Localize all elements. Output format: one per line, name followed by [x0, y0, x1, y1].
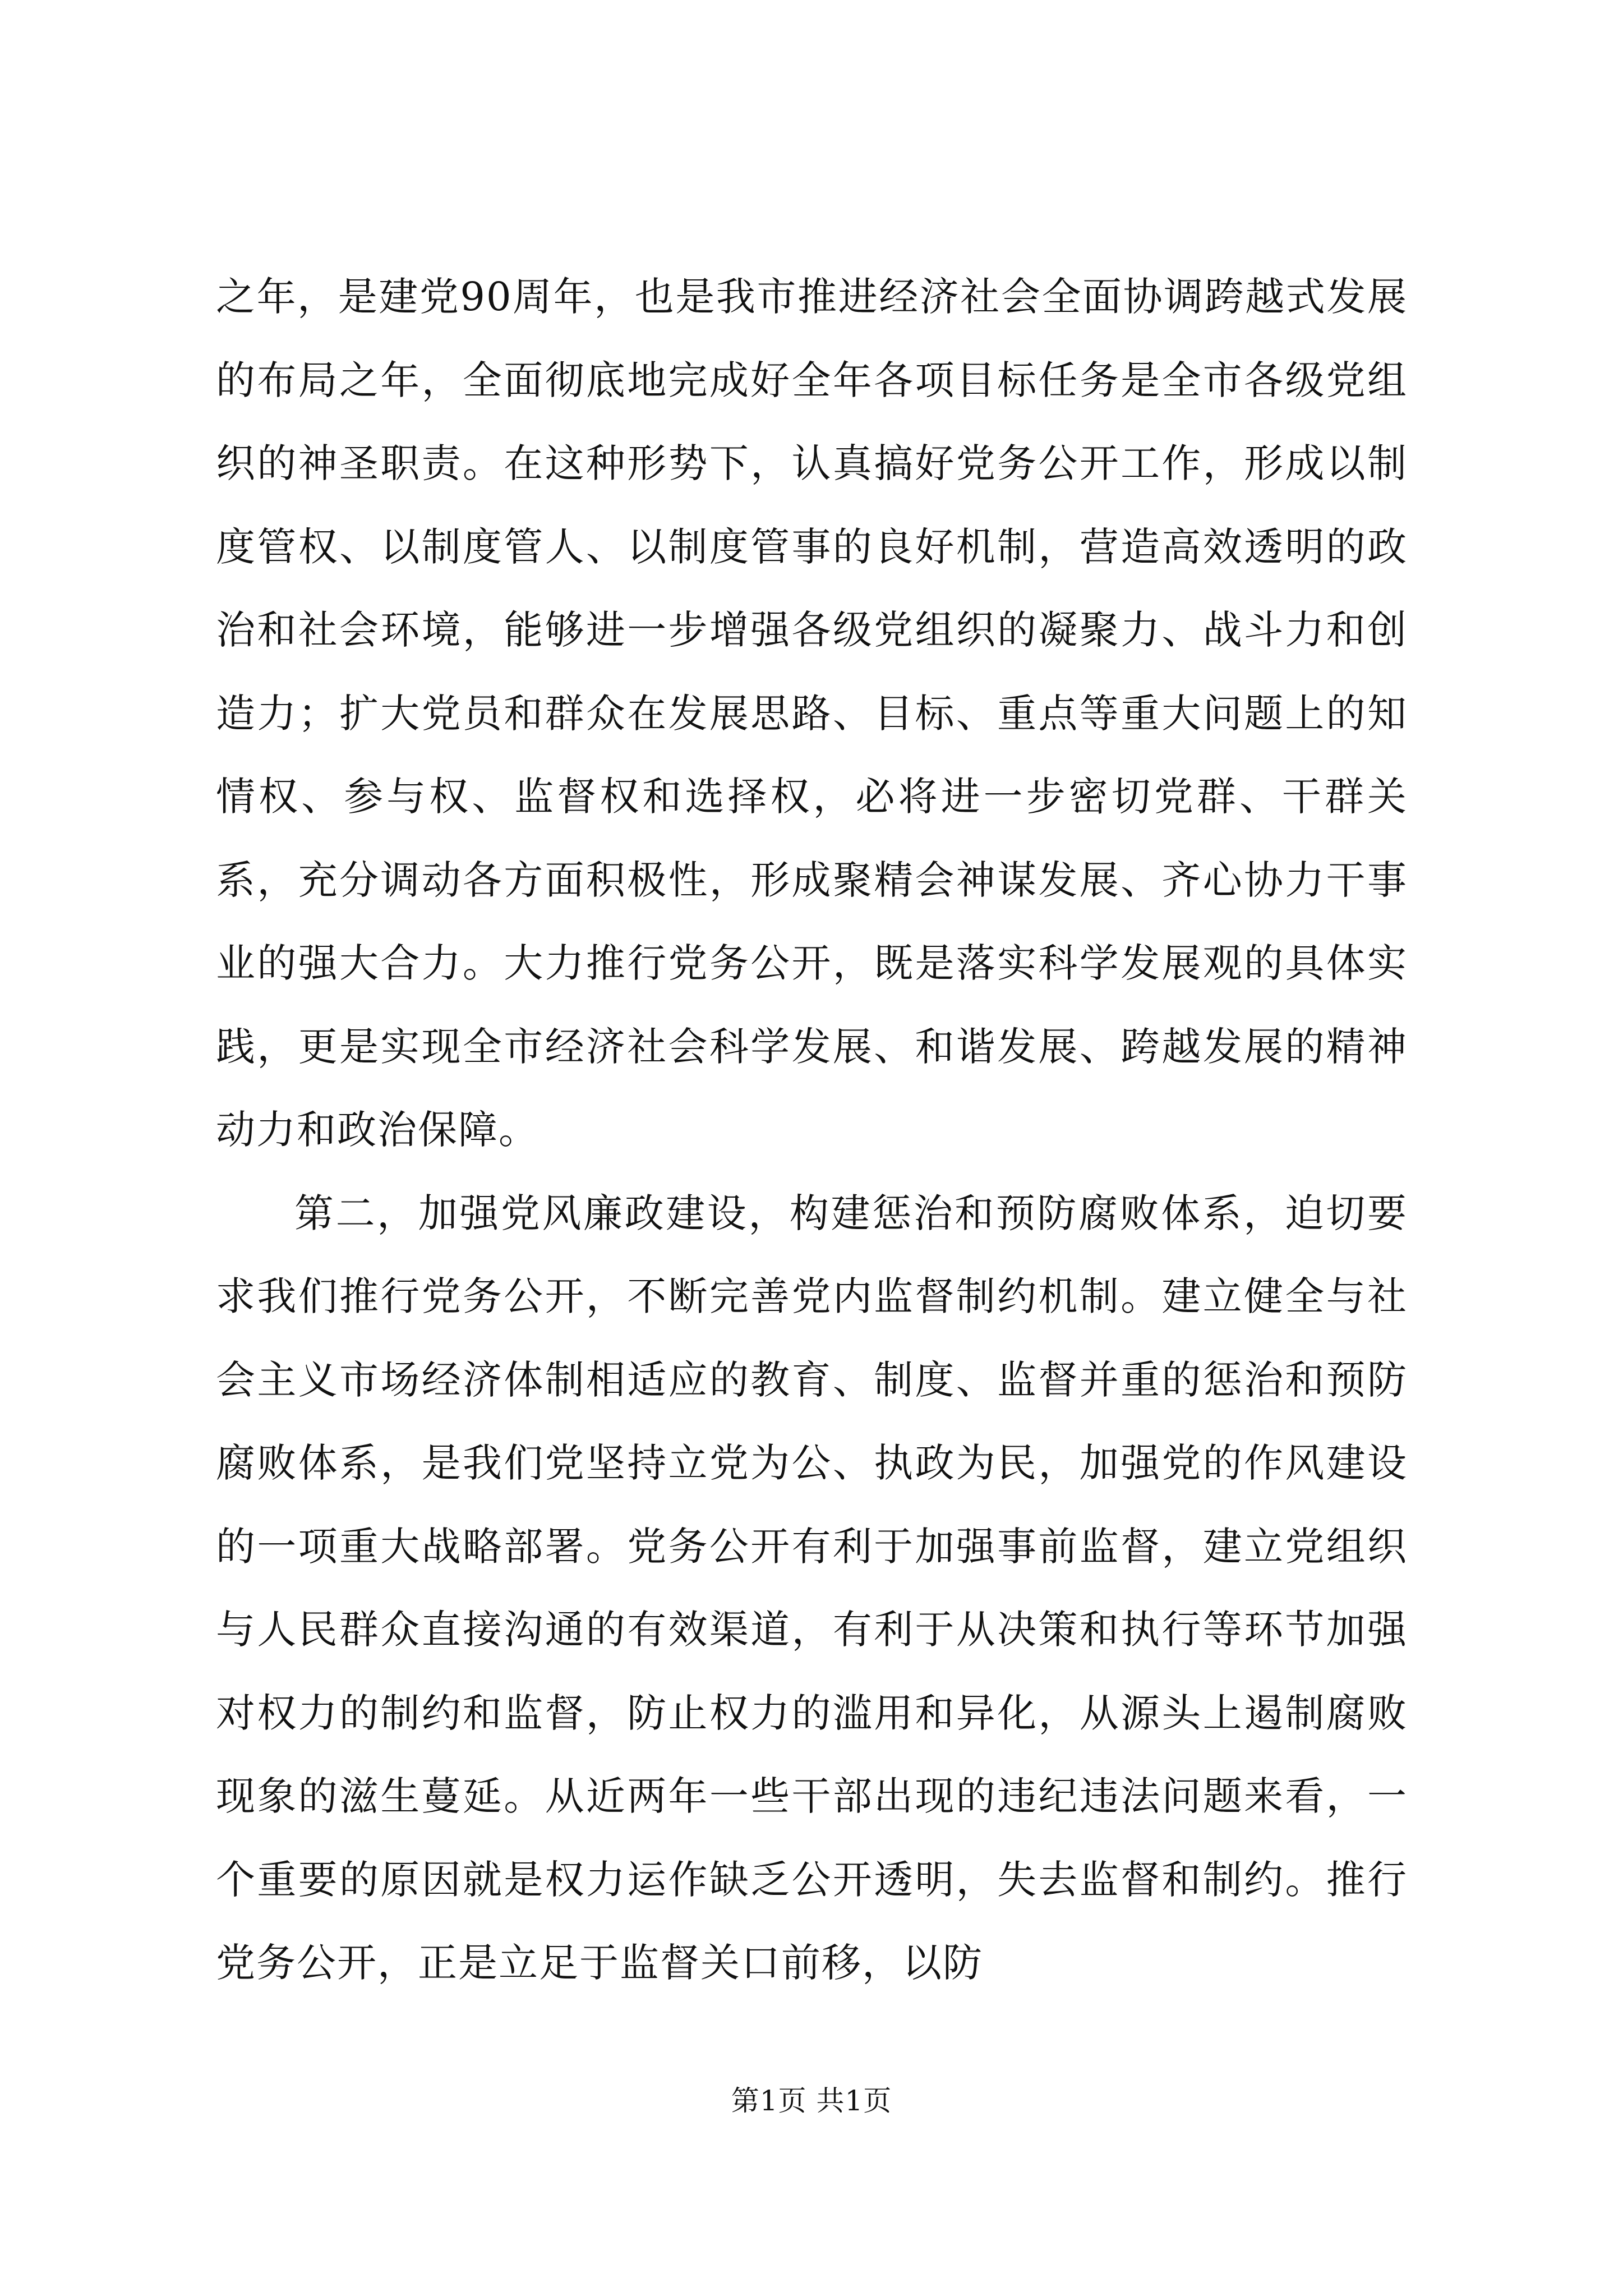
paragraph-1: 之年，是建党90周年，也是我市推进经济社会全面协调跨越式发展的布局之年，全面彻底地完成好全年各项目标任务是全市各级党组织的神圣职责。在这种形势下，认真搞好党务公开工作，形成以制度管权、以制度管人、以制度管事的良好机制，营造高效透明的政治和社会环境，能够进一步增强各级党组织的凝聚力、战斗力和创造力；扩大党员和群众在发展思路、目标、重点等重大问题上的知情权、参与权、监督权和选择权，必将进一步密切党群、干群关系，充分调动各方面积极性，形成聚精会神谋发展、齐心协力干事业的强大合力。大力推行党务公开，既是落实科学发展观的具体实践，更是实现全市经济社会科学发展、和谐发展、跨越发展的精神动力和政治保障。 [216, 274, 1408, 1153]
page-footer [0, 2081, 1623, 2120]
page-number-label: 第1页 共1页 [731, 2085, 892, 2117]
document-body [216, 255, 1408, 2005]
paragraph-2: 第二，加强党风廉政建设，构建惩治和预防腐败体系，迫切要求我们推行党务公开，不断完善党内监督制约机制。建立健全与社会主义市场经济体制相适应的教育、制度、监督并重的惩治和预防腐败体系，是我们党坚持立党为公、执政为民，加强党的作风建设的一项重大战略部署。党务公开有利于加强事前监督，建立党组织与人民群众直接沟通的有效渠道，有利于从决策和执行等环节加强对权力的制约和监督，防止权力的滥用和异化，从源头上遏制腐败现象的滋生蔓延。从近两年一些干部出现的违纪违法问题来看，一个重要的原因就是权力运作缺乏公开透明，失去监督和制约。推行党务公开，正是立足于监督关口前移，以防 [216, 1190, 1408, 1986]
